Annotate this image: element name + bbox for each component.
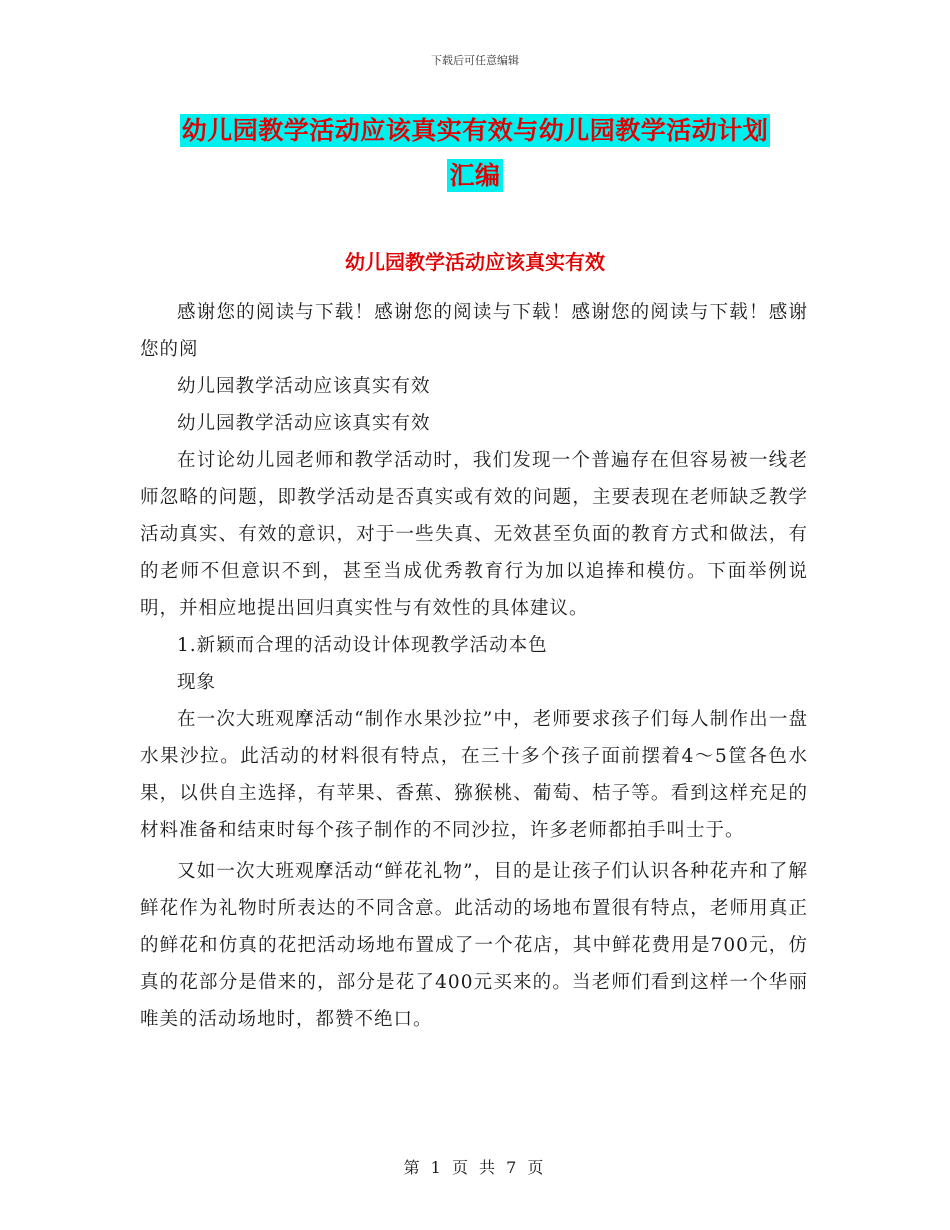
paragraph: 1.新颖而合理的活动设计体现教学活动本色 xyxy=(177,635,548,656)
document-title xyxy=(0,108,950,198)
paragraph: 幼儿园教学活动应该真实有效 xyxy=(177,376,431,397)
title-line-1: 幼儿园教学活动应该真实有效与幼儿园教学活动计划 xyxy=(181,116,769,145)
paragraph: 幼儿园教学活动应该真实有效 xyxy=(177,413,431,434)
paragraph: 感谢您的阅读与下载！感谢您的阅读与下载！感谢您的阅读与下载！感谢您的阅 xyxy=(140,302,808,360)
paragraph: 现象 xyxy=(177,672,217,693)
paragraph: 又如一次大班观摩活动“鲜花礼物”，目的是让孩子们认识各种花卉和了解鲜花作为礼物时所表达的不同含意。此活动的场地布置很有特点，老师用真正的鲜花和仿真的花把活动场地布置成了一个花店，其中鲜花费用是700元，仿真的花部分是借来的，部分是花了400元买来的。当老师们看到这样一个华丽唯美的活动场地时，都赞不绝口。 xyxy=(140,861,808,1030)
paragraph: 在讨论幼儿园老师和教学活动时，我们发现一个普遍存在但容易被一线老师忽略的问题，即教学活动是否真实或有效的问题，主要表现在老师缺乏教学活动真实、有效的意识，对于一些失真、无效甚至负面的教育方式和做法，有的老师不但意识不到，甚至当成优秀教育行为加以追捧和模仿。下面举例说明，并相应地提出回归真实性与有效性的具体建议。 xyxy=(140,450,808,619)
header-note: 下载后可任意编辑 xyxy=(431,54,519,67)
page-number: 第 1 页 共 7 页 xyxy=(403,1158,547,1177)
section-title: 幼儿园教学活动应该真实有效 xyxy=(345,250,605,274)
body-text xyxy=(140,294,808,1038)
title-line-2: 汇编 xyxy=(449,161,501,190)
paragraph: 在一次大班观摩活动“制作水果沙拉”中，老师要求孩子们每人制作出一盘水果沙拉。此活动的材料很有特点，在三十多个孩子面前摆着4～5筐各色水果，以供自主选择，有苹果、香蕉、猕猴桃、葡萄、桔子等。看到这样充足的材料准备和结束时每个孩子制作的不同沙拉，许多老师都拍手叫士于。 xyxy=(140,709,808,841)
